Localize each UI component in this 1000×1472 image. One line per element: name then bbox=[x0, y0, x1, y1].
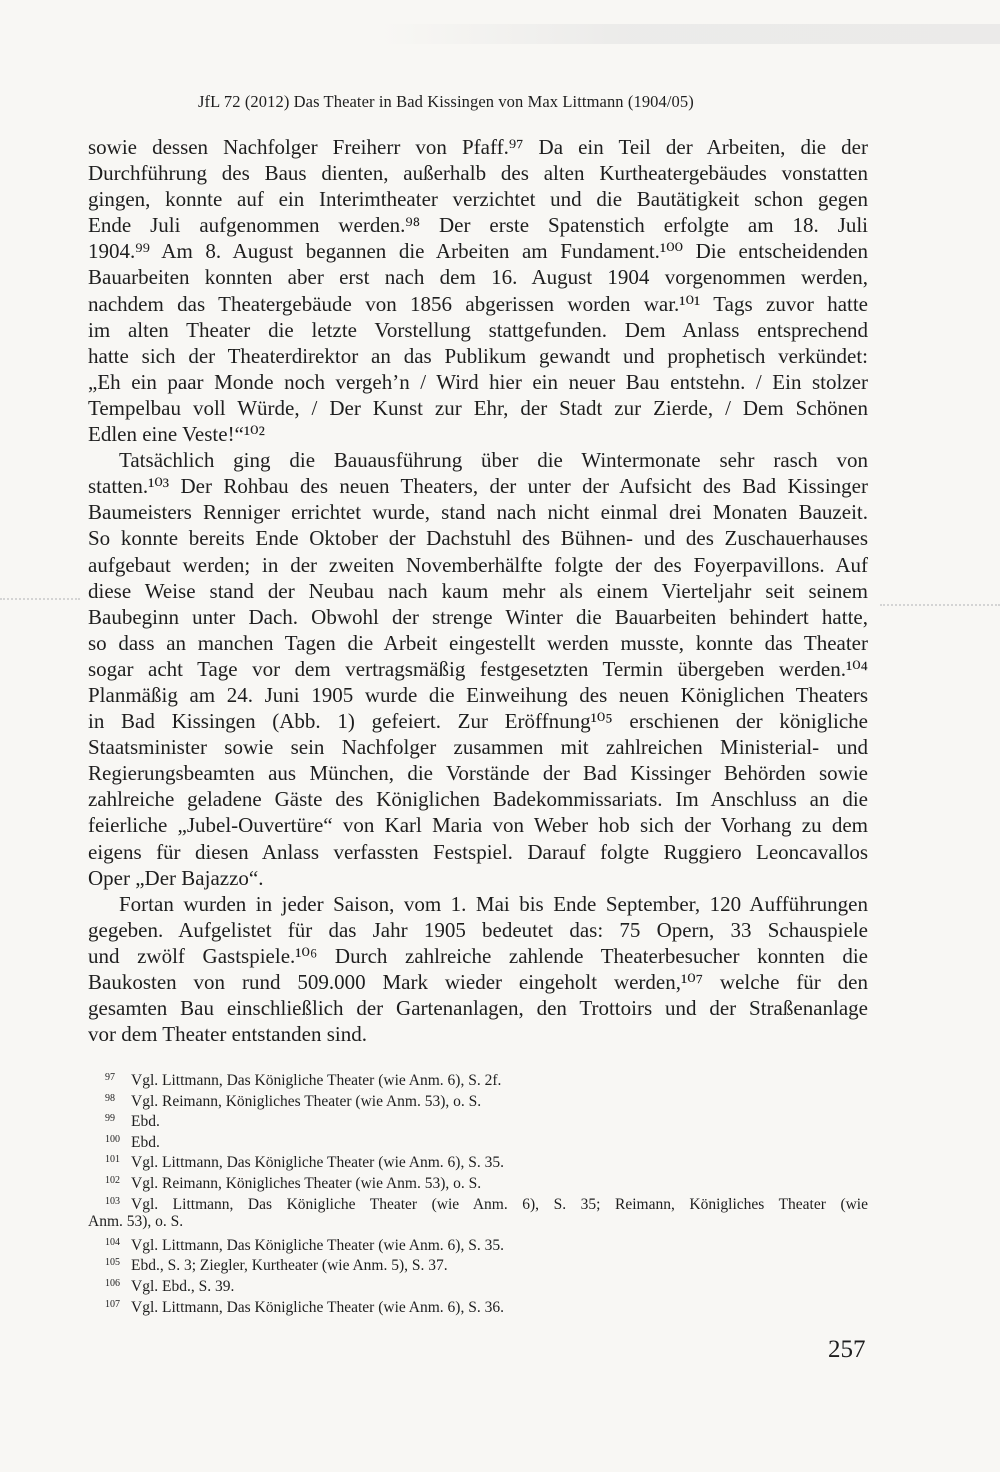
footnote-text: Vgl. Reimann, Königliches Theater (wie Anm. 53), o. S. bbox=[131, 1092, 482, 1110]
running-header: JfL 72 (2012) Das Theater in Bad Kissingen von Max Littmann (1904/05) bbox=[198, 92, 694, 111]
body-line: Durchführung des Baus dienten, außerhalb des alten Kurtheatergebäudes vonstatten bbox=[88, 161, 868, 186]
footnote bbox=[88, 1068, 868, 1089]
footnote-text: Vgl. Littmann, Das Königliche Theater (wie Anm. 6), S. 35. bbox=[131, 1236, 504, 1254]
footnote-text: Anm. 53), o. S. bbox=[88, 1213, 184, 1231]
body-line: sowie dessen Nachfolger Freiherr von Pfaff.⁹⁷ Da ein Teil der Arbeiten, die der bbox=[88, 135, 868, 159]
body-line: Regierungsbeamten aus München, die Vorstände der Bad Kissinger Behörden sowie bbox=[88, 761, 868, 786]
body-line: Planmäßig am 24. Juni 1905 wurde die Einweihung des neuen Königlichen Theaters bbox=[88, 682, 868, 707]
footnote-text: Ebd. bbox=[131, 1113, 160, 1131]
footnotes bbox=[88, 1068, 868, 1315]
body-line: So konnte bereits Ende Oktober der Dachstuhl des Bühnen- und des Zuschauerhauses bbox=[88, 526, 868, 551]
body-line: zahlreiche geladene Gäste des Königlichen Badekommissariats. Im Anschluss an die bbox=[88, 787, 868, 812]
body-line: „Eh ein paar Monde noch vergeh’n / Wird hier ein neuer Bau entstehn. / Ein stolzer bbox=[88, 369, 868, 394]
footnote bbox=[88, 1109, 868, 1130]
body-line: Bauarbeiten konnten aber erst nach dem 16. August 1904 vorgenommen werden, bbox=[88, 265, 868, 290]
footnote bbox=[88, 1274, 868, 1295]
footnote-number: 102 bbox=[105, 1174, 120, 1186]
body-line: Edlen eine Veste!“¹⁰² bbox=[88, 422, 265, 447]
footnote bbox=[88, 1192, 868, 1213]
footnote-number: 97 bbox=[105, 1072, 115, 1083]
body-line: sogar acht Tage vor dem vertragsmäßig festgesetzten Termin übergeben werden.¹⁰⁴ bbox=[88, 656, 868, 681]
page-number: 257 bbox=[828, 1336, 866, 1363]
body-text bbox=[88, 134, 868, 1047]
footnote-text: Vgl. Littmann, Das Königliche Theater (wie Anm. 6), S. 2f. bbox=[131, 1072, 502, 1089]
footnote-number: 107 bbox=[105, 1298, 120, 1310]
footnote-text: Vgl. Reimann, Königliches Theater (wie Anm. 53), o. S. bbox=[131, 1174, 482, 1192]
footnote-text: Vgl. Littmann, Das Königliche Theater (wie Anm. 6), S. 35. bbox=[131, 1154, 504, 1172]
footnote-number: 101 bbox=[105, 1154, 120, 1166]
footnote-text: Vgl. Littmann, Das Königliche Theater (wie Anm. 6), S. 36. bbox=[131, 1298, 504, 1316]
body-line: so dass an manchen Tagen die Arbeit eingestellt werden musste, konnte das Theater bbox=[88, 630, 868, 655]
body-line: feierliche „Jubel-Ouvertüre“ von Karl Maria von Weber hob sich der Vorhang zu dem bbox=[88, 813, 868, 838]
scan-artifact-top bbox=[380, 24, 1000, 44]
body-line: Fortan wurden in jeder Saison, vom 1. Mai bis Ende September, 120 Aufführungen bbox=[119, 891, 868, 916]
footnote bbox=[88, 1233, 868, 1254]
footnote bbox=[88, 1171, 868, 1192]
footnote-text: Ebd. bbox=[131, 1133, 160, 1151]
body-line: Baumeisters Renniger errichtet wurde, stand nach nicht einmal drei Monaten Bauzeit. bbox=[88, 500, 868, 525]
footnote-number: 98 bbox=[105, 1092, 115, 1104]
footnote-number: 106 bbox=[105, 1277, 120, 1289]
footnote-text: Vgl. Littmann, Das Königliche Theater (wie Anm. 6), S. 35; Reimann, Königliches Theater (wie bbox=[131, 1195, 868, 1213]
body-line: Staatsminister sowie sein Nachfolger zusammen mit zahlreichen Ministerial- und bbox=[88, 735, 868, 760]
body-line: und zwölf Gastspiele.¹⁰⁶ Durch zahlreiche zahlende Theaterbesucher konnten die bbox=[88, 943, 868, 968]
footnote bbox=[88, 1295, 868, 1316]
footnote-continuation bbox=[88, 1212, 868, 1233]
body-line: vor dem Theater entstanden sind. bbox=[88, 1022, 367, 1047]
footnote bbox=[88, 1089, 868, 1110]
scan-artifact-dots-right bbox=[880, 604, 1000, 608]
footnote-number: 99 bbox=[105, 1113, 115, 1125]
body-line: Baubeginn unter Dach. Obwohl der strenge Winter die Bauarbeiten behindert hatte, bbox=[88, 604, 868, 629]
body-line: Baukosten von rund 509.000 Mark wieder eingeholt werden,¹⁰⁷ welche für den bbox=[88, 970, 868, 994]
body-line: Tatsächlich ging die Bauausführung über die Wintermonate sehr rasch von bbox=[119, 448, 868, 473]
footnote-text: Vgl. Ebd., S. 39. bbox=[131, 1277, 235, 1295]
footnote-number: 105 bbox=[105, 1257, 120, 1269]
body-line: gingen, konnte auf ein Interimtheater verzichtet und die Bautätigkeit schon gegen bbox=[88, 187, 868, 212]
body-line: nachdem das Theatergebäude von 1856 abgerissen worden war.¹⁰¹ Tags zuvor hatte bbox=[88, 291, 868, 316]
body-line: gegeben. Aufgelistet für das Jahr 1905 bedeutet das: 75 Opern, 33 Schauspiele bbox=[88, 917, 868, 942]
footnote bbox=[88, 1253, 868, 1274]
footnote bbox=[88, 1130, 868, 1151]
body-line: statten.¹⁰³ Der Rohbau des neuen Theaters, der unter der Aufsicht des Bad Kissinger bbox=[88, 474, 868, 499]
body-line: hatte sich der Theaterdirektor an das Publikum gewandt und prophetisch verkündet: bbox=[88, 343, 868, 368]
body-line: Oper „Der Bajazzo“. bbox=[88, 865, 264, 890]
footnote-number: 104 bbox=[105, 1236, 120, 1248]
body-line: in Bad Kissingen (Abb. 1) gefeiert. Zur Eröffnung¹⁰⁵ erschienen der königliche bbox=[88, 709, 868, 734]
body-line: gesamten Bau einschließlich der Gartenanlagen, den Trottoirs und der Straßenanlage bbox=[88, 996, 868, 1021]
footnote-number: 103 bbox=[105, 1195, 120, 1207]
body-line: 1904.⁹⁹ Am 8. August begannen die Arbeiten am Fundament.¹⁰⁰ Die entscheidenden bbox=[88, 239, 868, 264]
body-line: Ende Juli aufgenommen werden.⁹⁸ Der erste Spatenstich erfolgte am 18. Juli bbox=[88, 213, 868, 238]
body-line: eigens für diesen Anlass verfassten Festspiel. Darauf folgte Ruggiero Leoncavallos bbox=[88, 839, 868, 864]
body-line: im alten Theater die letzte Vorstellung stattgefunden. Dem Anlass entsprechend bbox=[88, 317, 868, 342]
body-line: aufgebaut werden; in der zweiten Novemberhälfte folgte der des Foyerpavillons. Auf bbox=[88, 552, 868, 577]
footnote bbox=[88, 1150, 868, 1171]
scan-artifact-dots-left bbox=[0, 598, 80, 602]
footnote-number: 100 bbox=[105, 1133, 120, 1145]
body-line: Tempelbau voll Würde, / Der Kunst zur Ehr, der Stadt zur Zierde, / Dem Schönen bbox=[88, 395, 868, 420]
body-line: diese Weise stand der Neubau nach kaum mehr als einem Vierteljahr seit seinem bbox=[88, 578, 868, 603]
footnote-text: Ebd., S. 3; Ziegler, Kurtheater (wie Anm. 5), S. 37. bbox=[131, 1257, 448, 1275]
